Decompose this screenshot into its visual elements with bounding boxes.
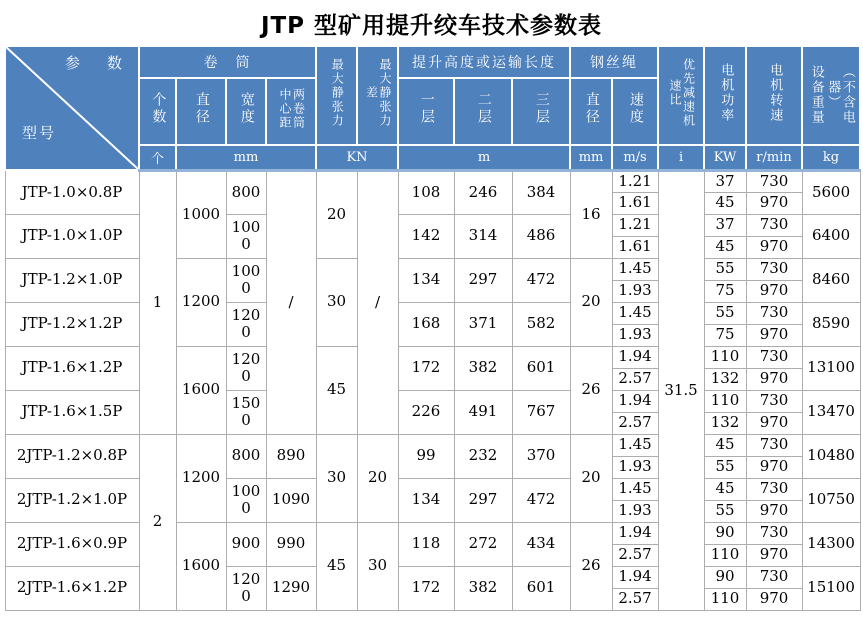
rope-diameter-header [570,78,612,145]
layer3-cell: 472 [512,258,570,302]
rope-diameter-cell: 20 [570,258,612,346]
rope-speed-cell: 1.94 [612,566,658,588]
rope-speed-cell: 1.94 [612,346,658,368]
layer2-cell: 272 [454,522,512,566]
lift-group-header [398,46,570,78]
motor-power-cell: 110 [704,390,746,412]
layer2-cell: 246 [454,170,512,214]
layer2-header [454,78,512,145]
corner-param-label: 参 数 [64,54,128,72]
layer2-cell: 232 [454,434,512,478]
weight-cell: 8460 [802,258,860,302]
reducer-ratio-cell: 31.5 [658,170,704,610]
layer3-cell: 582 [512,302,570,346]
motor-rpm-cell: 730 [746,434,802,456]
layer2-cell: 297 [454,258,512,302]
table-row [5,434,860,456]
drum-group-header [139,46,316,78]
rope-speed-cell: 1.21 [612,214,658,236]
model-cell: 2JTP-1.6×0.9P [5,522,139,566]
rope-group-label: 钢丝绳 [590,54,639,71]
max-tension-header [316,46,357,145]
table-row [5,390,860,412]
layer3-cell: 601 [512,566,570,610]
rope-speed-cell: 1.93 [612,280,658,302]
unit-lift-m: m [398,145,570,170]
model-cell: 2JTP-1.6×1.2P [5,566,139,610]
layer1-cell: 118 [398,522,454,566]
unit-rope-mm: mm [570,145,612,170]
max-tension-cell: 30 [316,258,357,346]
motor-rpm-cell: 730 [746,478,802,500]
rope-diameter-cell: 20 [570,434,612,522]
table-row [5,566,860,588]
model-cell: 2JTP-1.2×0.8P [5,434,139,478]
model-cell: 2JTP-1.2×1.0P [5,478,139,522]
unit-speed-ms: m/s [612,145,658,170]
layer1-cell: 99 [398,434,454,478]
center-distance-header [266,78,316,145]
drum-count-cell: 1 [139,170,176,434]
layer3-label: 三层 [533,92,550,127]
motor-power-cell: 37 [704,214,746,236]
weight-cell: 10480 [802,434,860,478]
motor-power-cell: 55 [704,258,746,280]
motor-rpm-cell: 730 [746,390,802,412]
drum-width-label: 宽度 [238,92,255,127]
corner-wrap [6,47,138,169]
motor-rpm-cell: 970 [746,588,802,610]
layer2-cell: 382 [454,346,512,390]
layer2-cell: 491 [454,390,512,434]
max-tension-cell: 30 [316,434,357,522]
motor-rpm-cell: 970 [746,280,802,302]
layer3-cell: 434 [512,522,570,566]
rope-speed-cell: 1.45 [612,478,658,500]
rope-speed-header [612,78,658,145]
drum-diameter-cell: 1600 [176,346,226,434]
layer3-cell: 384 [512,170,570,214]
layer3-cell: 486 [512,214,570,258]
motor-rpm-cell: 970 [746,412,802,434]
table-row [5,302,860,324]
center-distance-cell: 1290 [266,566,316,610]
model-cell: JTP-1.2×1.0P [5,258,139,302]
weight-cell: 10750 [802,478,860,522]
weight-cell: 8590 [802,302,860,346]
motor-rpm-cell: 970 [746,324,802,346]
motor-power-cell: 45 [704,236,746,258]
drum-group-label: 卷 筒 [203,54,252,71]
drum-width-cell: 1000 [226,258,266,302]
motor-power-cell: 55 [704,302,746,324]
rope-speed-cell: 1.94 [612,390,658,412]
unit-weight-kg: kg [802,145,860,170]
drum-width-cell: 800 [226,170,266,214]
tension-diff-label: 最大静张力差 [364,58,392,129]
layer1-cell: 168 [398,302,454,346]
layer1-cell: 134 [398,478,454,522]
layer2-cell: 297 [454,478,512,522]
motor-power-cell: 45 [704,192,746,214]
drum-count-cell: 2 [139,434,176,610]
layer3-header [512,78,570,145]
layer3-cell: 767 [512,390,570,434]
layer1-cell: 134 [398,258,454,302]
rope-group-header [570,46,658,78]
tension-diff-cell: 20 [357,434,398,522]
motor-power-label: 电机功率 [718,63,734,124]
motor-rpm-cell: 970 [746,500,802,522]
layer3-cell: 370 [512,434,570,478]
drum-width-cell: 1200 [226,302,266,346]
max-tension-cell: 45 [316,346,357,434]
rope-speed-cell: 2.57 [612,368,658,390]
rope-speed-cell: 2.57 [612,412,658,434]
weight-cell: 6400 [802,214,860,258]
model-cell: JTP-1.6×1.2P [5,346,139,390]
rope-diameter-cell: 26 [570,346,612,434]
drum-width-cell: 1200 [226,346,266,390]
drum-width-cell: 900 [226,522,266,566]
motor-rpm-cell: 730 [746,258,802,280]
tension-diff-cell: / [357,170,398,434]
motor-power-cell: 90 [704,522,746,544]
rope-speed-cell: 1.93 [612,456,658,478]
motor-speed-label: 电机转速 [767,63,783,124]
motor-power-cell: 75 [704,324,746,346]
rope-diameter-cell: 16 [570,170,612,258]
layer2-label: 二层 [475,92,492,127]
weight-cell: 13100 [802,346,860,390]
table-row [5,522,860,544]
layer1-cell: 226 [398,390,454,434]
drum-diameter-cell: 1200 [176,434,226,522]
motor-power-cell: 55 [704,456,746,478]
center-distance-label: 两卷筒中心距 [278,88,306,131]
drum-width-cell: 800 [226,434,266,478]
max-tension-label: 最大静张力 [330,58,345,129]
lift-group-label: 提升高度或运输长度 [412,54,557,71]
rope-speed-cell: 2.57 [612,544,658,566]
weight-note-label: （不含电器） [825,65,855,126]
model-cell: JTP-1.0×0.8P [5,170,139,214]
corner-model-label: 型号 [22,124,57,142]
drum-width-cell: 1200 [226,566,266,610]
layer1-cell: 108 [398,170,454,214]
motor-rpm-cell: 970 [746,544,802,566]
tension-diff-header [357,46,398,145]
model-cell: JTP-1.6×1.5P [5,390,139,434]
drum-diameter-cell: 1600 [176,522,226,610]
drum-diameter-header [176,78,226,145]
unit-drum-mm: mm [176,145,316,170]
max-tension-cell: 45 [316,522,357,610]
model-cell: JTP-1.0×1.0P [5,214,139,258]
table-row [5,478,860,500]
layer3-cell: 472 [512,478,570,522]
unit-tension-kn: KN [316,145,398,170]
motor-power-cell: 110 [704,588,746,610]
layer2-cell: 314 [454,214,512,258]
rope-speed-cell: 1.61 [612,236,658,258]
drum-diameter-cell: 1000 [176,170,226,258]
drum-count-header [139,78,176,145]
page-title: JTP 型矿用提升绞车技术参数表 [260,13,603,39]
parameters-table [4,45,861,611]
corner-header-cell [5,46,139,170]
motor-power-header [704,46,746,145]
motor-power-cell: 132 [704,368,746,390]
motor-power-cell: 90 [704,566,746,588]
motor-rpm-cell: 730 [746,346,802,368]
rope-speed-cell: 1.61 [612,192,658,214]
drum-diameter-label: 直径 [193,92,210,127]
motor-rpm-cell: 970 [746,368,802,390]
layer1-cell: 172 [398,566,454,610]
unit-power-kw: KW [704,145,746,170]
table-row [5,214,860,236]
drum-diameter-cell: 1200 [176,258,226,346]
drum-count-label: 个数 [150,92,167,127]
weight-header [802,46,860,145]
motor-rpm-cell: 730 [746,170,802,192]
layer2-cell: 371 [454,302,512,346]
rope-speed-label: 速度 [627,92,644,127]
tension-diff-cell: 30 [357,522,398,610]
motor-power-cell: 75 [704,280,746,302]
rope-speed-cell: 1.45 [612,258,658,280]
reducer-ratio-label: 优先减速机速比 [668,58,696,129]
weight-cell: 15100 [802,566,860,610]
table-row [5,170,860,192]
unit-rpm: r/min [746,145,802,170]
motor-speed-header [746,46,802,145]
motor-rpm-cell: 970 [746,192,802,214]
motor-rpm-cell: 970 [746,456,802,478]
center-distance-cell: 1090 [266,478,316,522]
weight-header-wrap [803,65,859,125]
weight-cell: 14300 [802,522,860,566]
motor-power-cell: 45 [704,434,746,456]
motor-rpm-cell: 730 [746,214,802,236]
motor-power-cell: 132 [704,412,746,434]
layer1-cell: 172 [398,346,454,390]
motor-power-cell: 55 [704,500,746,522]
drum-width-header [226,78,266,145]
motor-rpm-cell: 970 [746,236,802,258]
center-distance-cell: 890 [266,434,316,478]
table-row [5,258,860,280]
header-row-groups [5,46,860,78]
layer2-cell: 382 [454,566,512,610]
weight-label: 设备重量 [808,65,824,126]
rope-speed-cell: 1.94 [612,522,658,544]
motor-power-cell: 37 [704,170,746,192]
drum-width-cell: 1500 [226,390,266,434]
motor-rpm-cell: 730 [746,522,802,544]
rope-speed-cell: 1.93 [612,324,658,346]
rope-speed-cell: 2.57 [612,588,658,610]
drum-width-cell: 1000 [226,478,266,522]
rope-diameter-cell: 26 [570,522,612,610]
layer3-cell: 601 [512,346,570,390]
rope-diameter-label: 直径 [583,92,600,127]
rope-speed-cell: 1.45 [612,434,658,456]
motor-rpm-cell: 730 [746,302,802,324]
motor-power-cell: 45 [704,478,746,500]
motor-power-cell: 110 [704,544,746,566]
unit-count: 个 [139,145,176,170]
center-distance-cell: / [266,170,316,434]
unit-ratio-i: i [658,145,704,170]
rope-speed-cell: 1.21 [612,170,658,192]
reducer-ratio-header [658,46,704,145]
model-cell: JTP-1.2×1.2P [5,302,139,346]
motor-rpm-cell: 730 [746,566,802,588]
weight-cell: 13470 [802,390,860,434]
layer1-cell: 142 [398,214,454,258]
layer1-header [398,78,454,145]
max-tension-cell: 20 [316,170,357,258]
weight-cell: 5600 [802,170,860,214]
motor-power-cell: 110 [704,346,746,368]
center-distance-cell: 990 [266,522,316,566]
drum-width-cell: 1000 [226,214,266,258]
rope-speed-cell: 1.45 [612,302,658,324]
rope-speed-cell: 1.93 [612,500,658,522]
layer1-label: 一层 [418,92,435,127]
table-row [5,346,860,368]
